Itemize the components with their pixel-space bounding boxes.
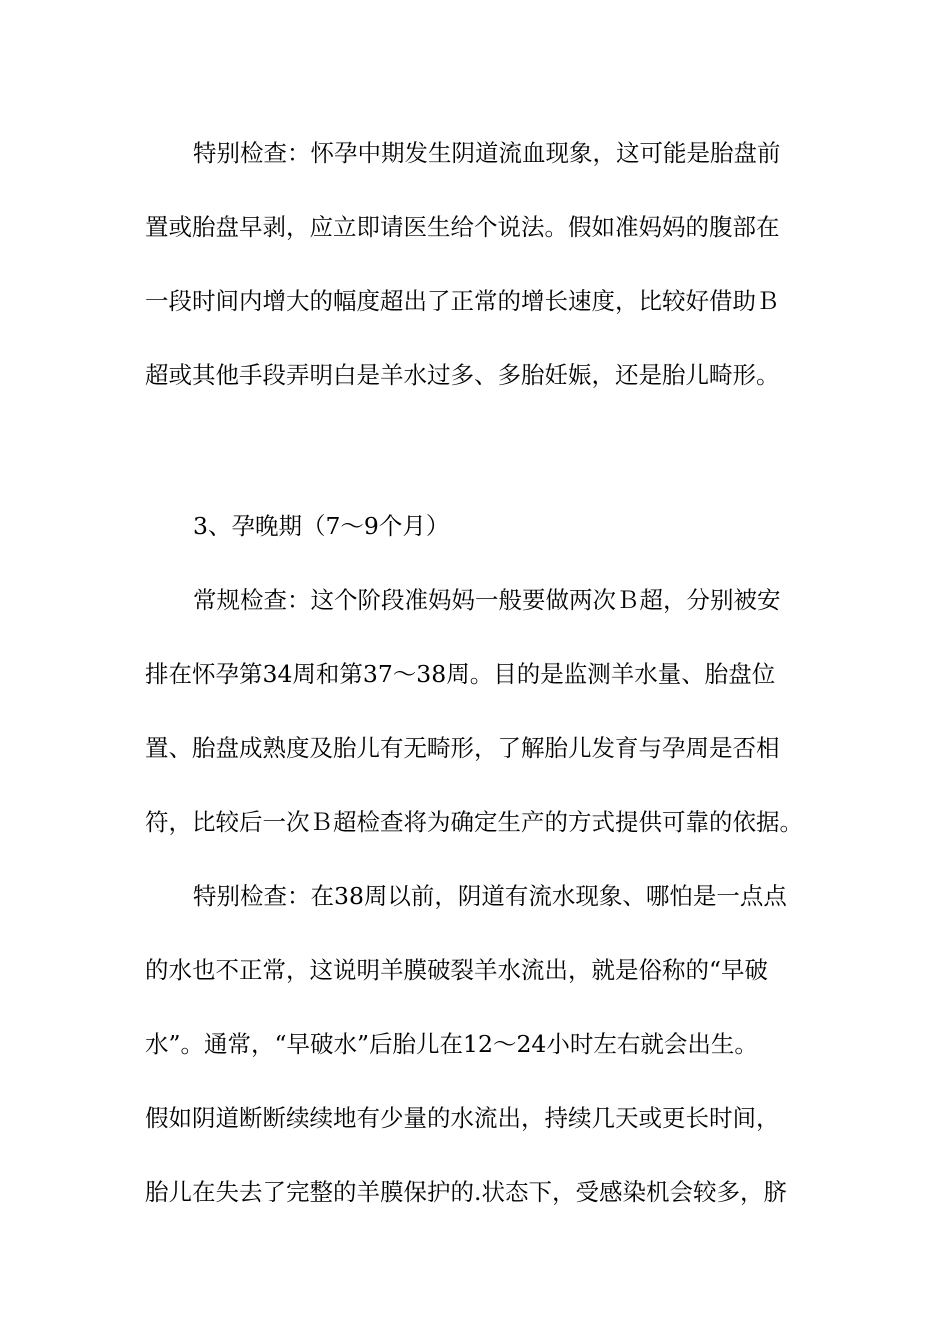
- text-line: 符，比较后一次Ｂ超检查将为确定生产的方式提供可靠的依据。: [145, 808, 803, 836]
- text-line: 假如阴道断断续续地有少量的水流出，持续几天或更长时间，: [145, 1104, 780, 1132]
- text-line: 排在怀孕第34周和第37～38周。目的是监测羊水量、胎盘位: [145, 660, 776, 688]
- text-line: 胎儿在失去了完整的羊膜保护的.状态下，受感染机会较多，脐: [145, 1178, 787, 1206]
- text-line: 置、胎盘成熟度及胎儿有无畸形，了解胎儿发育与孕周是否相: [145, 734, 780, 762]
- section-heading: 3、孕晚期（7～9个月）: [193, 512, 450, 540]
- text-line: 常规检查：这个阶段准妈妈一般要做两次Ｂ超，分别被安: [193, 586, 781, 614]
- text-line: 超或其他手段弄明白是羊水过多、多胎妊娠，还是胎儿畸形。: [145, 361, 780, 389]
- text-line: 特别检查：怀孕中期发生阴道流血现象，这可能是胎盘前: [193, 139, 781, 167]
- text-line: 一段时间内增大的幅度超出了正常的增长速度，比较好借助Ｂ: [145, 287, 780, 315]
- text-line: 特别检查：在38周以前，阴道有流水现象、哪怕是一点点: [193, 882, 787, 910]
- text-line: 水”。通常，“早破水”后胎儿在12～24小时左右就会出生。: [145, 1030, 758, 1058]
- text-line: 的水也不正常，这说明羊膜破裂羊水流出，就是俗称的“早破: [145, 956, 769, 984]
- text-line: 置或胎盘早剥，应立即请医生给个说法。假如准妈妈的腹部在: [145, 213, 780, 241]
